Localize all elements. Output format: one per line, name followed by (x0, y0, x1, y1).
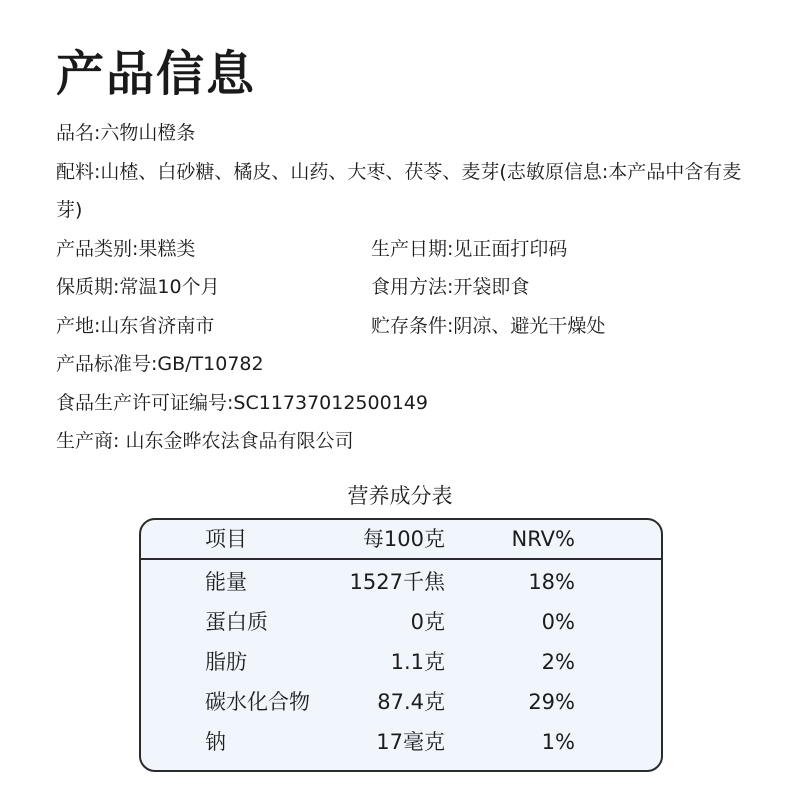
nutrient-name: 脂肪 (205, 650, 247, 674)
usage-method: 食用方法:开袋即食 (371, 276, 530, 298)
shelf-life: 保质期:常温10个月 (56, 276, 220, 298)
nutrient-name: 碳水化合物 (205, 690, 310, 714)
table-row (141, 602, 661, 642)
table-row (141, 682, 661, 722)
info-row-standard (56, 345, 766, 384)
product-name: 品名:六物山橙条 (56, 122, 196, 144)
info-row-category (56, 230, 766, 269)
header-item: 项目 (205, 527, 247, 551)
nutrition-title: 营养成分表 (347, 484, 453, 508)
nutrient-amount: 1527千焦 (349, 570, 445, 594)
table-row (141, 722, 661, 762)
nutrient-amount: 0克 (410, 610, 445, 634)
nutrition-table (139, 518, 663, 772)
info-row-name (56, 114, 766, 153)
storage-conditions: 贮存条件:阴凉、避光干燥处 (371, 314, 606, 337)
nutrition-body (141, 560, 661, 762)
info-row-origin (56, 307, 766, 346)
origin: 产地:山东省济南市 (56, 314, 215, 337)
info-row-license (56, 384, 766, 423)
info-row-manufacturer (56, 422, 766, 461)
header-per100g: 每100克 (362, 527, 445, 551)
production-date: 生产日期:见正面打印码 (371, 237, 568, 260)
product-info (56, 114, 766, 461)
info-row-shelf (56, 268, 766, 307)
header-nrv: NRV% (511, 527, 575, 551)
manufacturer: 生产商: 山东金晔农法食品有限公司 (56, 430, 354, 452)
product-ingredients: 配料:山楂、白砂糖、橘皮、山药、大枣、茯苓、麦芽(志敏原信息:本产品中含有麦芽) (56, 160, 742, 221)
table-row (141, 562, 661, 602)
nutrient-nrv: 18% (528, 570, 575, 594)
nutrient-amount: 1.1克 (390, 650, 445, 674)
nutrient-amount: 87.4克 (377, 690, 445, 714)
nutrient-amount: 17毫克 (376, 730, 445, 754)
nutrition-header-row (141, 520, 661, 560)
product-standard: 产品标准号:GB/T10782 (56, 353, 264, 375)
nutrient-nrv: 1% (541, 730, 575, 754)
nutrient-name: 能量 (205, 570, 247, 594)
product-category: 产品类别:果糕类 (56, 237, 196, 260)
table-row (141, 642, 661, 682)
nutrient-nrv: 0% (541, 610, 575, 634)
production-license: 食品生产许可证编号:SC11737012500149 (56, 391, 428, 414)
nutrient-nrv: 2% (541, 650, 575, 674)
nutrient-name: 钠 (205, 730, 226, 754)
page-title: 产品信息 (56, 46, 257, 102)
nutrient-nrv: 29% (528, 690, 575, 714)
nutrient-name: 蛋白质 (205, 610, 268, 634)
